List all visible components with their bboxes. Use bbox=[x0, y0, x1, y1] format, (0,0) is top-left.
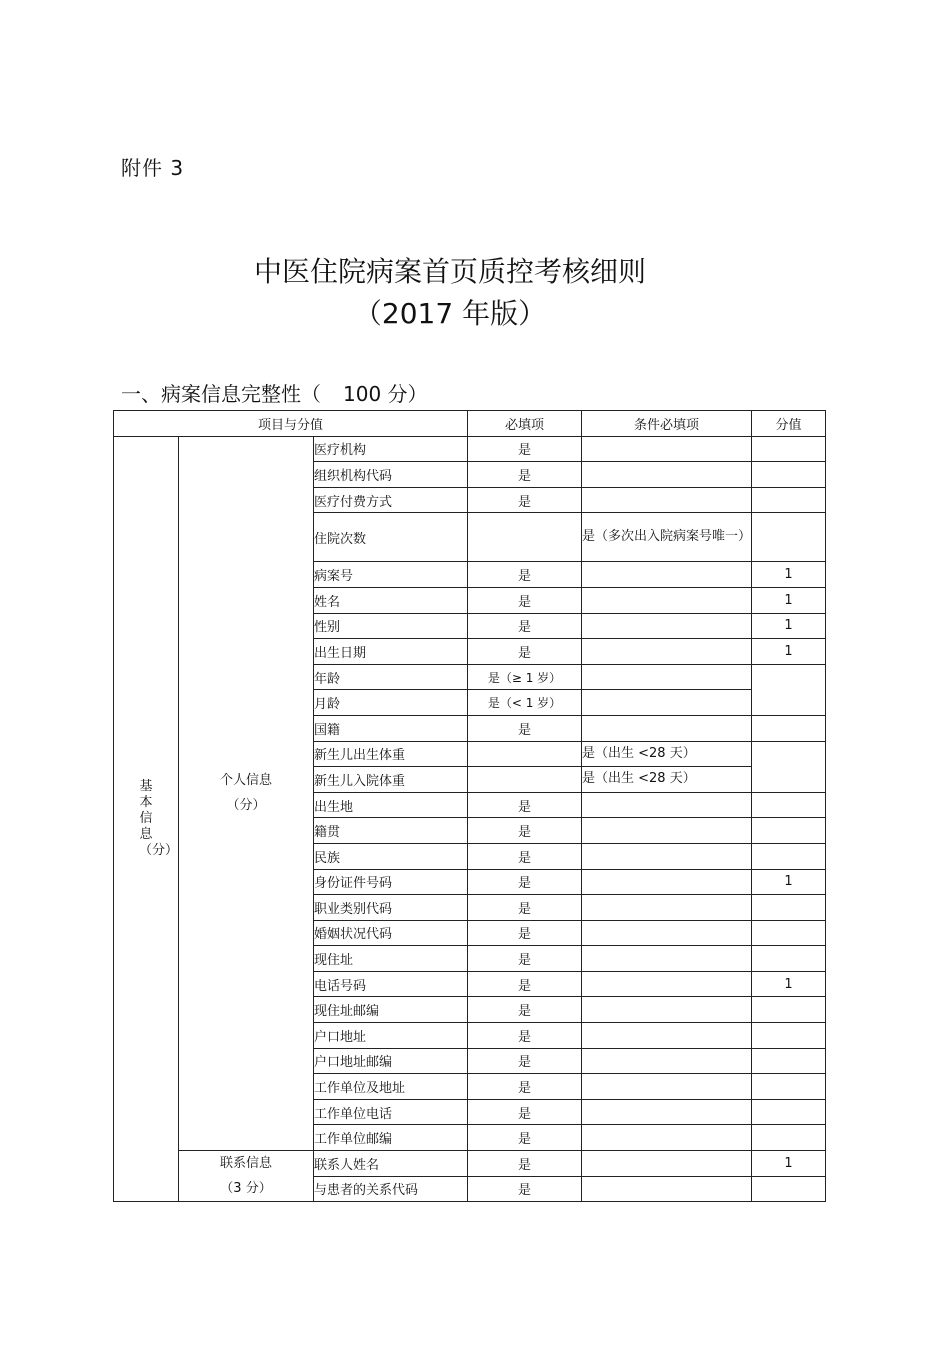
field-name: 婚姻状况代码 bbox=[314, 920, 468, 946]
field-name: 职业类别代码 bbox=[314, 895, 468, 921]
conditional-value bbox=[582, 869, 752, 895]
field-name: 出生日期 bbox=[314, 639, 468, 665]
required-value bbox=[468, 767, 582, 793]
document-subtitle: （2017 年版） bbox=[353, 297, 547, 330]
required-value: 是 bbox=[468, 1099, 582, 1125]
required-value: 是 bbox=[468, 1151, 582, 1177]
field-name: 姓名 bbox=[314, 587, 468, 613]
conditional-value bbox=[582, 1176, 752, 1202]
field-name: 工作单位电话 bbox=[314, 1099, 468, 1125]
field-name: 新生儿出生体重 bbox=[314, 741, 468, 767]
table-row bbox=[114, 436, 826, 462]
required-value: 是 bbox=[468, 920, 582, 946]
required-value: 是 bbox=[468, 946, 582, 972]
conditional-value bbox=[582, 1125, 752, 1151]
conditional-value bbox=[582, 946, 752, 972]
score-value bbox=[752, 487, 826, 513]
field-name: 医疗机构 bbox=[314, 436, 468, 462]
field-name: 身份证件号码 bbox=[314, 869, 468, 895]
score-value bbox=[752, 946, 826, 972]
field-name: 现住址邮编 bbox=[314, 997, 468, 1023]
section-label: 一、病案信息完整性（ bbox=[121, 382, 321, 406]
required-value: 是 bbox=[468, 1023, 582, 1049]
score-value bbox=[752, 895, 826, 921]
conditional-value bbox=[582, 436, 752, 462]
header-score: 分值 bbox=[752, 411, 826, 437]
field-name: 组织机构代码 bbox=[314, 462, 468, 488]
conditional-value bbox=[582, 1023, 752, 1049]
required-value: 是 bbox=[468, 895, 582, 921]
group-personal-score: （分） bbox=[226, 798, 266, 814]
required-value: 是 bbox=[468, 562, 582, 588]
score-value: 1 bbox=[752, 587, 826, 613]
conditional-value bbox=[582, 1151, 752, 1177]
required-value: 是 bbox=[468, 1048, 582, 1074]
required-value: 是 bbox=[468, 843, 582, 869]
section-heading bbox=[121, 378, 428, 407]
required-value: 是 bbox=[468, 1125, 582, 1151]
group-contact-info bbox=[179, 1151, 314, 1202]
conditional-value: 是（多次出入院病案号唯一） bbox=[582, 513, 752, 562]
field-name: 户口地址 bbox=[314, 1023, 468, 1049]
field-name: 工作单位及地址 bbox=[314, 1074, 468, 1100]
score-value bbox=[752, 1048, 826, 1074]
conditional-value bbox=[582, 920, 752, 946]
field-name: 国籍 bbox=[314, 715, 468, 741]
category-basic-info bbox=[114, 436, 179, 1202]
score-value bbox=[752, 997, 826, 1023]
required-value: 是（≥ 1 岁） bbox=[468, 664, 582, 690]
field-name: 现住址 bbox=[314, 946, 468, 972]
conditional-value bbox=[582, 715, 752, 741]
attachment-label: 附件 3 bbox=[121, 156, 185, 180]
field-name: 与患者的关系代码 bbox=[314, 1176, 468, 1202]
score-value: 1 bbox=[752, 1151, 826, 1177]
conditional-value bbox=[582, 792, 752, 818]
score-value bbox=[752, 818, 826, 844]
score-value bbox=[752, 715, 826, 741]
group-personal-name: 个人信息 bbox=[219, 773, 272, 789]
field-name: 出生地 bbox=[314, 792, 468, 818]
conditional-value bbox=[582, 664, 752, 690]
conditional-value: 是（出生 <28 天） bbox=[582, 767, 752, 793]
field-name: 电话号码 bbox=[314, 971, 468, 997]
required-value: 是 bbox=[468, 613, 582, 639]
required-value: 是 bbox=[468, 818, 582, 844]
score-value bbox=[752, 462, 826, 488]
score-value bbox=[752, 1099, 826, 1125]
score-value bbox=[752, 741, 826, 792]
score-value: 1 bbox=[752, 971, 826, 997]
score-value: 1 bbox=[752, 869, 826, 895]
category-basic-label: 基本信息（分） bbox=[139, 778, 179, 858]
required-value: 是 bbox=[468, 639, 582, 665]
field-name: 病案号 bbox=[314, 562, 468, 588]
required-value: 是（< 1 岁） bbox=[468, 690, 582, 716]
field-name: 住院次数 bbox=[314, 513, 468, 562]
required-value bbox=[468, 741, 582, 767]
field-name: 性别 bbox=[314, 613, 468, 639]
score-value bbox=[752, 792, 826, 818]
field-name: 户口地址邮编 bbox=[314, 1048, 468, 1074]
score-value bbox=[752, 843, 826, 869]
conditional-value bbox=[582, 587, 752, 613]
conditional-value bbox=[582, 1074, 752, 1100]
field-name: 新生儿入院体重 bbox=[314, 767, 468, 793]
required-value: 是 bbox=[468, 971, 582, 997]
conditional-value bbox=[582, 487, 752, 513]
required-value bbox=[468, 513, 582, 562]
field-name: 民族 bbox=[314, 843, 468, 869]
section-score: 100 分） bbox=[343, 382, 428, 406]
document-title: 中医住院病案首页质控考核细则 bbox=[253, 255, 646, 288]
header-item: 项目与分值 bbox=[114, 411, 468, 437]
required-value: 是 bbox=[468, 587, 582, 613]
required-value: 是 bbox=[468, 462, 582, 488]
required-value: 是 bbox=[468, 487, 582, 513]
conditional-value bbox=[582, 818, 752, 844]
field-name: 医疗付费方式 bbox=[314, 487, 468, 513]
conditional-value bbox=[582, 613, 752, 639]
conditional-value bbox=[582, 1099, 752, 1125]
score-value bbox=[752, 513, 826, 562]
score-value bbox=[752, 1074, 826, 1100]
field-name: 月龄 bbox=[314, 690, 468, 716]
field-name: 籍贯 bbox=[314, 818, 468, 844]
field-name: 联系人姓名 bbox=[314, 1151, 468, 1177]
conditional-value bbox=[582, 562, 752, 588]
score-value bbox=[752, 1176, 826, 1202]
conditional-value bbox=[582, 843, 752, 869]
required-value: 是 bbox=[468, 436, 582, 462]
required-value: 是 bbox=[468, 869, 582, 895]
conditional-value bbox=[582, 971, 752, 997]
conditional-value bbox=[582, 690, 752, 716]
conditional-value: 是（出生 <28 天） bbox=[582, 741, 752, 767]
required-value: 是 bbox=[468, 997, 582, 1023]
required-value: 是 bbox=[468, 792, 582, 818]
field-name: 工作单位邮编 bbox=[314, 1125, 468, 1151]
table-header-row bbox=[114, 411, 826, 437]
score-value: 1 bbox=[752, 562, 826, 588]
score-value bbox=[752, 436, 826, 462]
quality-table bbox=[113, 410, 826, 1202]
header-required: 必填项 bbox=[468, 411, 582, 437]
group-contact-name: 联系信息 bbox=[219, 1156, 272, 1172]
score-value bbox=[752, 920, 826, 946]
conditional-value bbox=[582, 639, 752, 665]
score-value: 1 bbox=[752, 613, 826, 639]
conditional-value bbox=[582, 997, 752, 1023]
required-value: 是 bbox=[468, 1176, 582, 1202]
conditional-value bbox=[582, 1048, 752, 1074]
header-conditional: 条件必填项 bbox=[582, 411, 752, 437]
score-value bbox=[752, 1125, 826, 1151]
score-value bbox=[752, 664, 826, 715]
required-value: 是 bbox=[468, 1074, 582, 1100]
conditional-value bbox=[582, 895, 752, 921]
conditional-value bbox=[582, 462, 752, 488]
score-value: 1 bbox=[752, 639, 826, 665]
group-personal-info bbox=[179, 436, 314, 1150]
required-value: 是 bbox=[468, 715, 582, 741]
score-value bbox=[752, 1023, 826, 1049]
group-contact-score: （3 分） bbox=[220, 1181, 272, 1197]
field-name: 年龄 bbox=[314, 664, 468, 690]
table-row bbox=[114, 1151, 826, 1177]
